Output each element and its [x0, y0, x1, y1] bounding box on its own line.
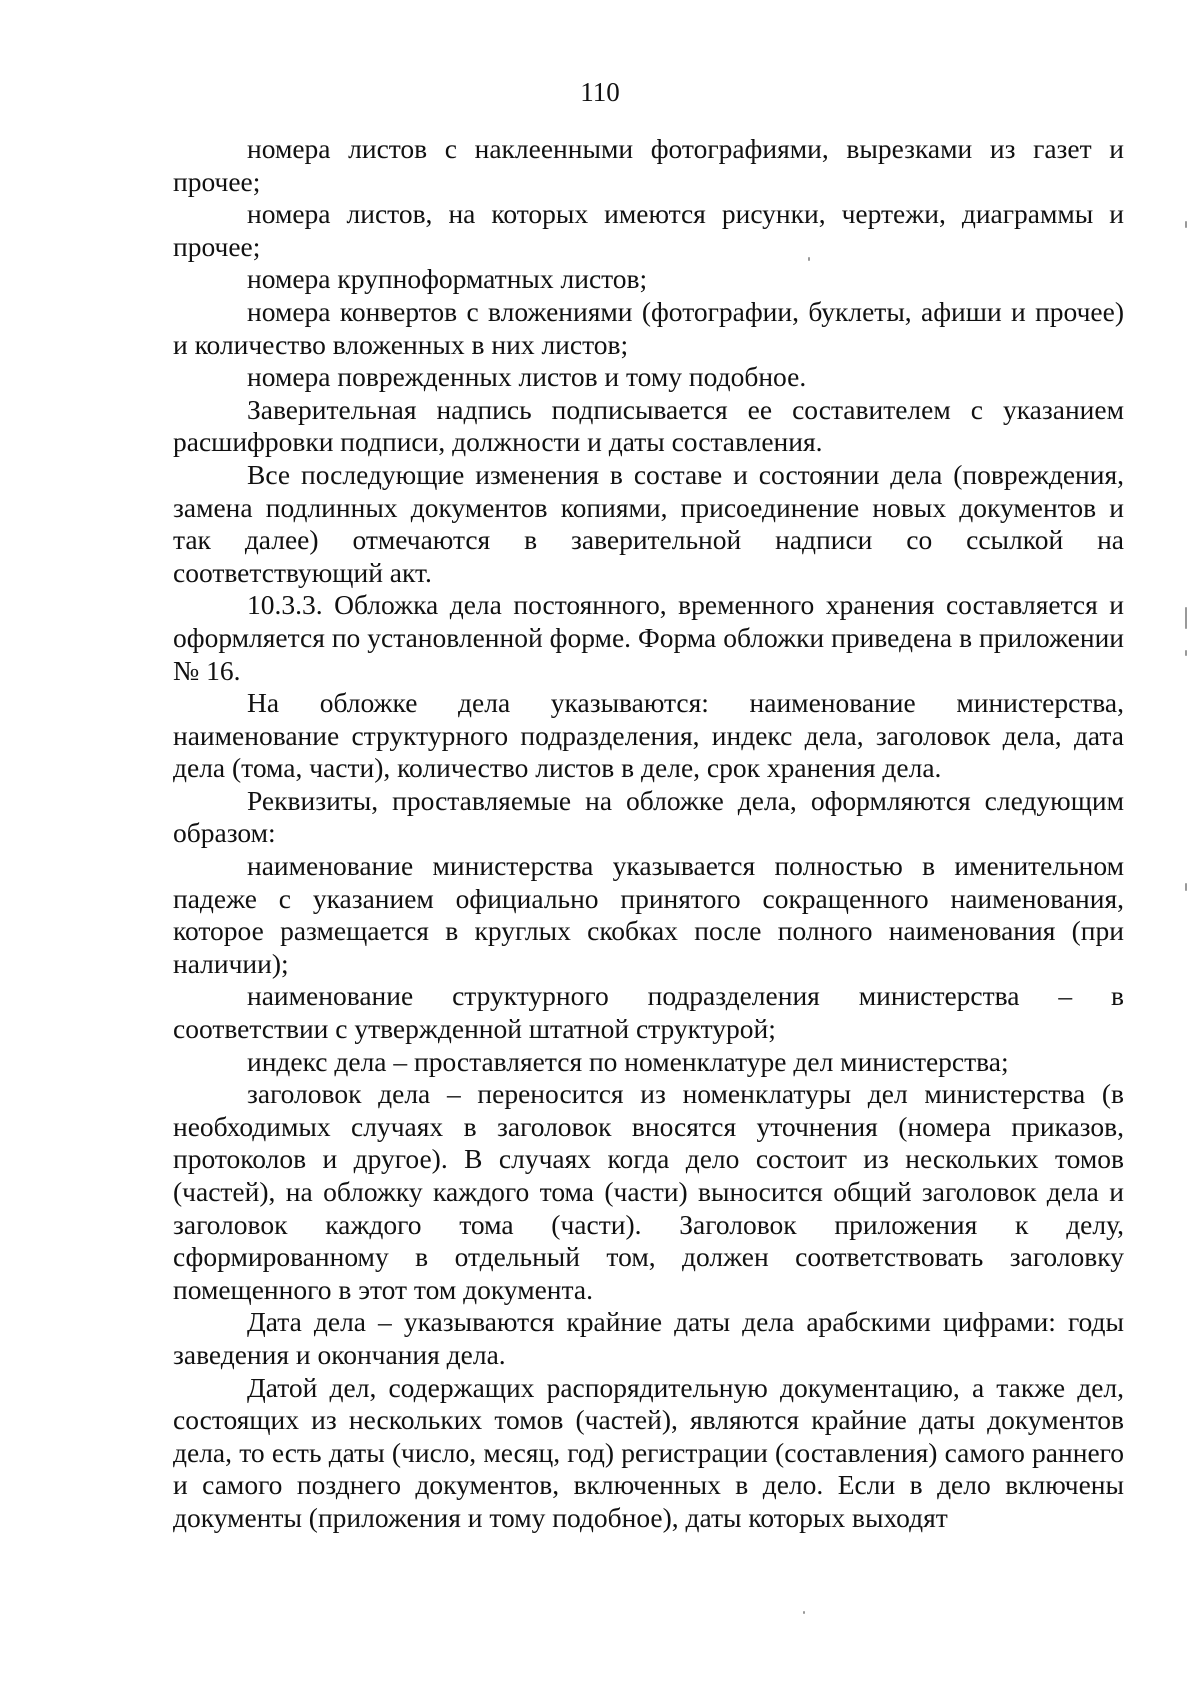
paragraph: Датой дел, содержащих распорядительную документацию, а также дел, состоящих из нескольких томов (частей), являются крайние даты документов дела, то есть даты (число, месяц, год) регистрации (составления) самого раннего и самого позднего документов, включенных в дело. Если в дело включены документы (приложения и тому подобное), даты которых выходят	[173, 1371, 1124, 1533]
paragraph: На обложке дела указываются: наименование министерства, наименование структурного подразделения, индекс дела, заголовок дела, дата дела (тома, части), количество листов в деле, срок хранения дела.	[173, 687, 1124, 784]
paragraph: Дата дела – указываются крайние даты дела арабскими цифрами: годы заведения и окончания дела.	[173, 1306, 1124, 1370]
scan-speck	[803, 1611, 805, 1614]
paragraph: наименование министерства указывается полностью в именительном падеже с указанием официально принятого сокращенного наименования, которое размещается в круглых скобках после полного наименования (при наличии);	[173, 850, 1124, 979]
paragraph: номера листов с наклеенными фотографиями, вырезками из газет и прочее;	[173, 133, 1124, 197]
scan-speck	[1185, 607, 1187, 629]
scan-speck	[1185, 650, 1187, 656]
paragraph: номера поврежденных листов и тому подобное.	[247, 361, 807, 393]
paragraph: Все последующие изменения в составе и состоянии дела (повреждения, замена подлинных документов копиями, присоединение новых документов и так далее) отмечаются в заверительной надписи со ссылкой на соответствующий акт.	[173, 458, 1124, 588]
body-text	[173, 133, 1124, 1535]
scan-speck	[1185, 221, 1187, 228]
paragraph: номера листов, на которых имеются рисунки, чертежи, диаграммы и прочее;	[173, 198, 1124, 262]
paragraph: индекс дела – проставляется по номенклатуре дел министерства;	[247, 1045, 1009, 1077]
scan-speck	[1185, 883, 1187, 891]
paragraph: заголовок дела – переносится из номенклатуры дел министерства (в необходимых случаях в заголовок вносятся уточнения (номера приказов, протоколов и другое). В случаях когда дело состоит из нескольких томов (частей), на обложку каждого тома (части) выносится общий заголовок дела и заголовок каждого тома (части). Заголовок приложения к делу, сформированному в отдельный том, должен соответствовать заголовку помещенного в этот том документа.	[173, 1078, 1124, 1305]
page-number: 110	[580, 77, 620, 107]
paragraph: номера крупноформатных листов;	[247, 263, 648, 295]
paragraph: номера конвертов с вложениями (фотографии, буклеты, афиши и прочее) и количество вложенных в них листов;	[173, 295, 1124, 360]
scan-speck	[808, 257, 810, 261]
paragraph: наименование структурного подразделения министерства – в соответствии с утвержденной штатной структурой;	[173, 980, 1124, 1045]
paragraph: Заверительная надпись подписывается ее составителем с указанием расшифровки подписи, должности и даты составления.	[173, 393, 1124, 458]
paragraph: 10.3.3. Обложка дела постоянного, временного хранения составляется и оформляется по установленной форме. Форма обложки приведена в приложении № 16.	[173, 589, 1124, 686]
paragraph: Реквизиты, проставляемые на обложке дела, оформляются следующим образом:	[173, 784, 1124, 849]
